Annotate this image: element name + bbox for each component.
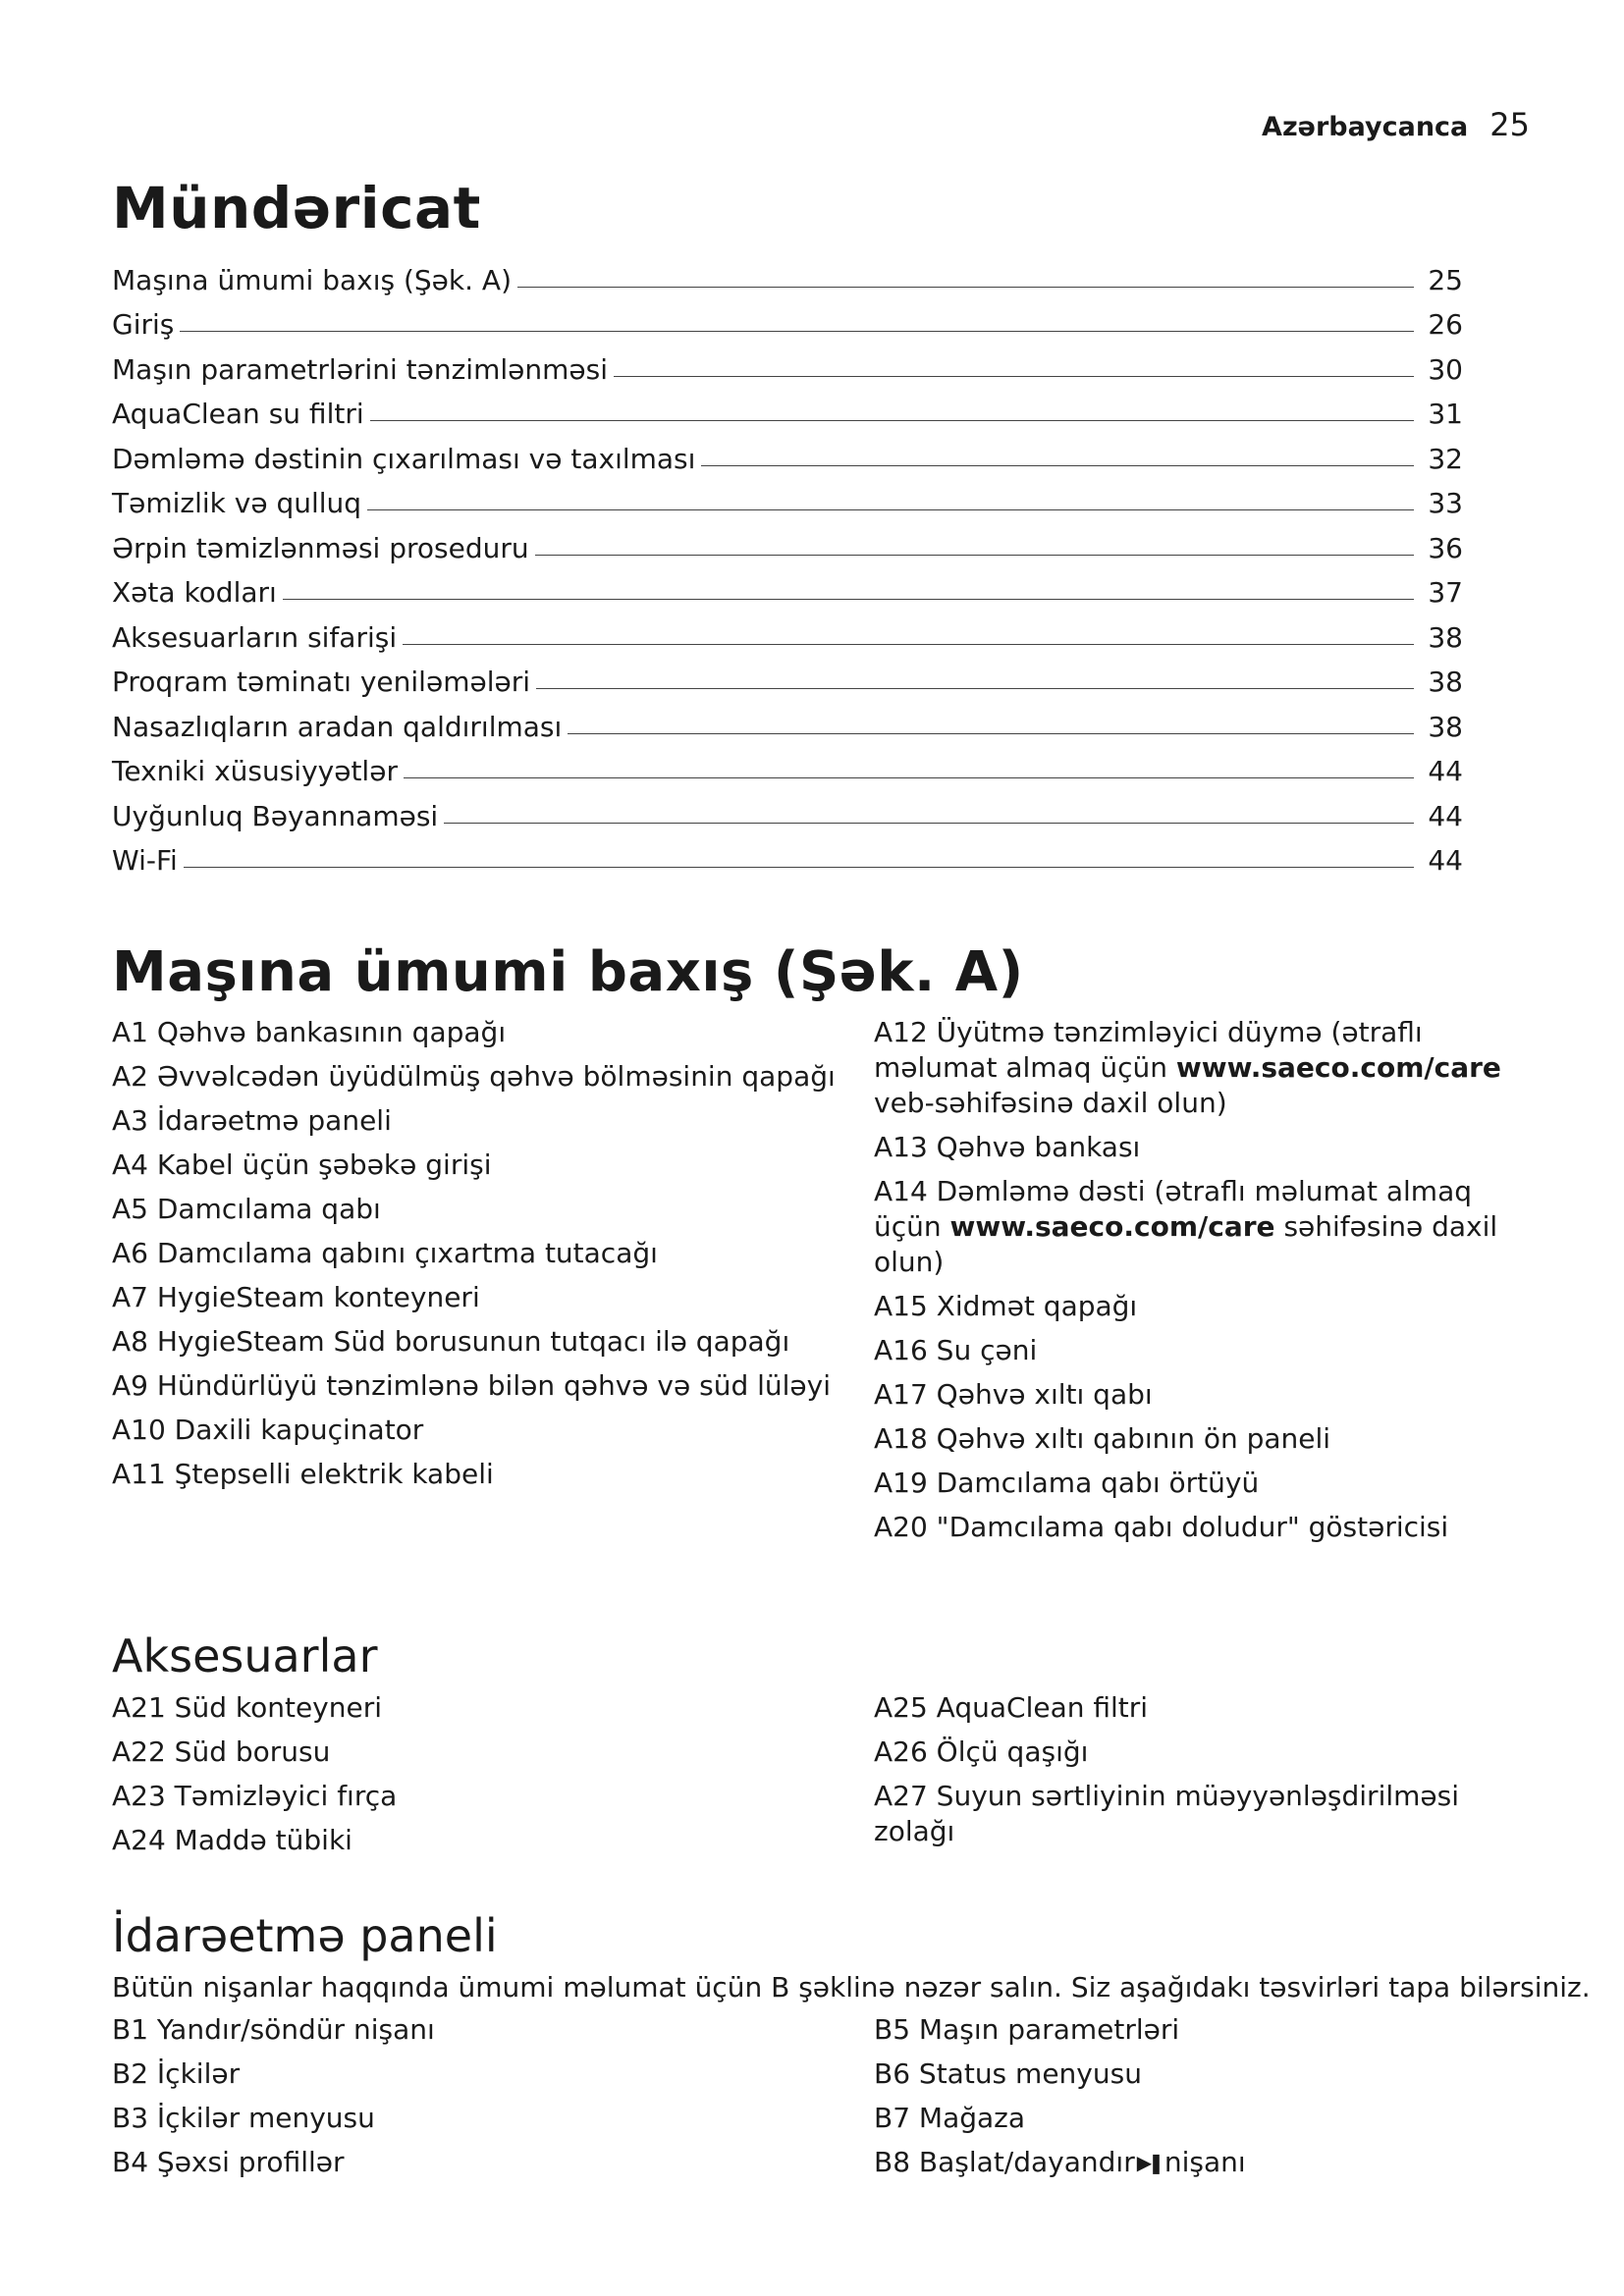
toc-entry[interactable] <box>112 430 1463 475</box>
toc-entry-title: Xəta kodları <box>112 576 277 609</box>
toc-entry-page: 25 <box>1428 263 1463 296</box>
toc-entry-title: AquaClean su filtri <box>112 398 364 430</box>
list-item: A24 Maddə tübiki <box>112 1824 352 1856</box>
table-of-contents <box>112 251 1463 877</box>
list-item: A11 Ştepselli elektrik kabeli <box>112 1458 494 1490</box>
saeco-care-link[interactable]: www.saeco.com/care <box>949 1210 1275 1243</box>
toc-entry-title: Dəmləmə dəstinin çıxarılması və taxılması <box>112 442 696 475</box>
b8-text: B8 Başlat/dayandır <box>874 2146 1135 2178</box>
list-item: A23 Təmizləyici fırça <box>112 1780 398 1812</box>
list-item-a14 <box>874 1174 1522 1280</box>
list-item: A10 Daxili kapuçinator <box>112 1414 424 1446</box>
toc-entry-page: 30 <box>1428 352 1463 386</box>
accessories-list <box>112 1690 1526 1867</box>
overview-title: Maşına ümumi baxış (Şək. A) <box>112 940 1024 1004</box>
overview-list <box>112 1015 1526 1554</box>
a12-text-end: veb-səhifəsinə daxil olun) <box>874 1087 1227 1119</box>
list-item: A15 Xidmət qapağı <box>874 1290 1138 1322</box>
toc-leader <box>404 777 1414 778</box>
list-item: A20 "Damcılama qabı doludur" göstəricisi <box>874 1511 1449 1543</box>
toc-entry-title: Giriş <box>112 308 175 341</box>
toc-leader <box>184 867 1414 868</box>
list-item: A27 Suyun sərtliyinin müəyyənləşdirilməsi zolağı <box>874 1780 1459 1847</box>
toc-entry-page: 44 <box>1428 755 1463 787</box>
toc-entry-title: Proqram təminatı yeniləmələri <box>112 666 530 698</box>
toc-entry-page: 31 <box>1428 398 1463 430</box>
list-item: A9 Hündürlüyü tənzimlənə bilən qəhvə və süd lüləyi <box>112 1369 832 1402</box>
list-item-a12 <box>874 1015 1522 1121</box>
overview-left-column <box>112 1015 874 1554</box>
toc-leader <box>614 376 1414 377</box>
toc-entry[interactable] <box>112 832 1463 878</box>
header-language: Azərbaycanca <box>1262 112 1469 142</box>
a14-text-end: səhifəsinə daxil olun) <box>874 1210 1498 1278</box>
toc-entry[interactable] <box>112 251 1463 296</box>
list-item: B7 Mağaza <box>874 2102 1026 2134</box>
overview-right-column <box>874 1015 1522 1554</box>
toc-entry[interactable] <box>112 564 1463 610</box>
toc-entry[interactable] <box>112 386 1463 431</box>
toc-leader <box>370 420 1414 421</box>
toc-entry-title: Uyğunluq Bəyannaməsi <box>112 799 439 832</box>
toc-title: Mündəricat <box>112 175 481 241</box>
toc-leader <box>701 465 1414 466</box>
saeco-care-link[interactable]: www.saeco.com/care <box>1175 1051 1501 1084</box>
accessories-title: Aksesuarlar <box>112 1629 378 1682</box>
list-item: A4 Kabel üçün şəbəkə girişi <box>112 1148 492 1181</box>
toc-entry-title: Texniki xüsusiyyətlər <box>112 755 398 787</box>
control-panel-title: İdarəetmə paneli <box>112 1909 498 1962</box>
play-pause-icon: ▶❚ <box>1136 2151 1161 2174</box>
toc-entry-page: 44 <box>1428 799 1463 832</box>
b8-text-end: nişanı <box>1164 2146 1246 2178</box>
accessories-left-column <box>112 1690 874 1867</box>
list-item: A5 Damcılama qabı <box>112 1193 381 1225</box>
toc-entry-page: 32 <box>1428 442 1463 475</box>
list-item: A25 AquaClean filtri <box>874 1691 1149 1724</box>
control-panel-intro: Bütün nişanlar haqqında ümumi məlumat üçün B şəklinə nəzər salın. Siz aşağıdakı təsvirləri tapa bilərsiniz. <box>112 1971 1591 2003</box>
toc-leader <box>367 509 1414 510</box>
list-item: A26 Ölçü qaşığı <box>874 1735 1089 1768</box>
toc-entry[interactable] <box>112 609 1463 654</box>
list-item: B1 Yandır/söndür nişanı <box>112 2013 435 2046</box>
toc-entry-page: 44 <box>1428 844 1463 877</box>
toc-leader <box>444 823 1414 824</box>
toc-leader <box>403 644 1414 645</box>
list-item: A22 Süd borusu <box>112 1735 331 1768</box>
toc-entry-title: Aksesuarların sifarişi <box>112 620 398 654</box>
toc-leader <box>517 287 1414 288</box>
toc-leader <box>283 599 1414 600</box>
toc-entry-page: 38 <box>1428 666 1463 698</box>
toc-leader <box>568 733 1414 734</box>
control-panel-right-column <box>874 2012 1522 2189</box>
list-item: A1 Qəhvə bankasının qapağı <box>112 1016 507 1048</box>
toc-leader <box>536 688 1414 689</box>
toc-entry-page: 37 <box>1428 576 1463 609</box>
list-item: A3 İdarəetmə paneli <box>112 1104 392 1137</box>
toc-entry[interactable] <box>112 743 1463 788</box>
list-item: A21 Süd konteyneri <box>112 1691 383 1724</box>
list-item: A16 Su çəni <box>874 1334 1038 1366</box>
list-item: A6 Damcılama qabını çıxartma tutacağı <box>112 1237 658 1269</box>
toc-leader <box>535 555 1414 556</box>
list-item: A8 HygieSteam Süd borusunun tutqacı ilə qapağı <box>112 1325 790 1358</box>
toc-entry-title: Maşın parametrlərini tənzimlənməsi <box>112 352 608 386</box>
control-panel-list <box>112 2012 1526 2189</box>
toc-entry[interactable] <box>112 296 1463 342</box>
toc-leader <box>180 331 1414 332</box>
list-item: A17 Qəhvə xıltı qabı <box>874 1378 1153 1411</box>
list-item: A19 Damcılama qabı örtüyü <box>874 1467 1260 1499</box>
toc-entry-title: Ərpin təmizlənməsi proseduru <box>112 531 529 564</box>
toc-entry-title: Wi-Fi <box>112 844 178 877</box>
toc-entry[interactable] <box>112 698 1463 743</box>
toc-entry-page: 38 <box>1428 620 1463 654</box>
toc-entry[interactable] <box>112 341 1463 386</box>
toc-entry[interactable] <box>112 475 1463 520</box>
control-panel-left-column <box>112 2012 874 2189</box>
toc-entry[interactable] <box>112 519 1463 564</box>
list-item: A18 Qəhvə xıltı qabının ön paneli <box>874 1422 1331 1455</box>
list-item: B4 Şəxsi profillər <box>112 2146 345 2178</box>
a12-text: A12 Üyütmə tənzimləyici düymə (ətraflı məlumat almaq üçün <box>874 1016 1423 1084</box>
list-item: B6 Status menyusu <box>874 2057 1142 2090</box>
toc-entry-page: 38 <box>1428 710 1463 743</box>
list-item-b8 <box>874 2145 1522 2180</box>
toc-entry-page: 36 <box>1428 531 1463 564</box>
list-item: B3 İçkilər menyusu <box>112 2102 375 2134</box>
list-item: A7 HygieSteam konteyneri <box>112 1281 480 1313</box>
page-header <box>1262 106 1530 143</box>
toc-entry[interactable] <box>112 787 1463 832</box>
list-item: A2 Əvvəlcədən üyüdülmüş qəhvə bölməsinin qapağı <box>112 1060 836 1093</box>
a14-text: A14 Dəmləmə dəsti (ətraflı məlumat almaq üçün <box>874 1175 1472 1243</box>
list-item: B5 Maşın parametrləri <box>874 2013 1180 2046</box>
toc-entry[interactable] <box>112 654 1463 699</box>
toc-entry-title: Nasazlıqların aradan qaldırılması <box>112 710 563 743</box>
list-item: B2 İçkilər <box>112 2057 241 2090</box>
toc-entry-title: Maşına ümumi baxış (Şək. A) <box>112 263 512 296</box>
toc-entry-page: 26 <box>1428 308 1463 341</box>
toc-entry-page: 33 <box>1428 487 1463 519</box>
list-item: A13 Qəhvə bankası <box>874 1131 1141 1163</box>
accessories-right-column <box>874 1690 1522 1867</box>
page-number: 25 <box>1489 106 1530 143</box>
toc-entry-title: Təmizlik və qulluq <box>112 487 362 519</box>
